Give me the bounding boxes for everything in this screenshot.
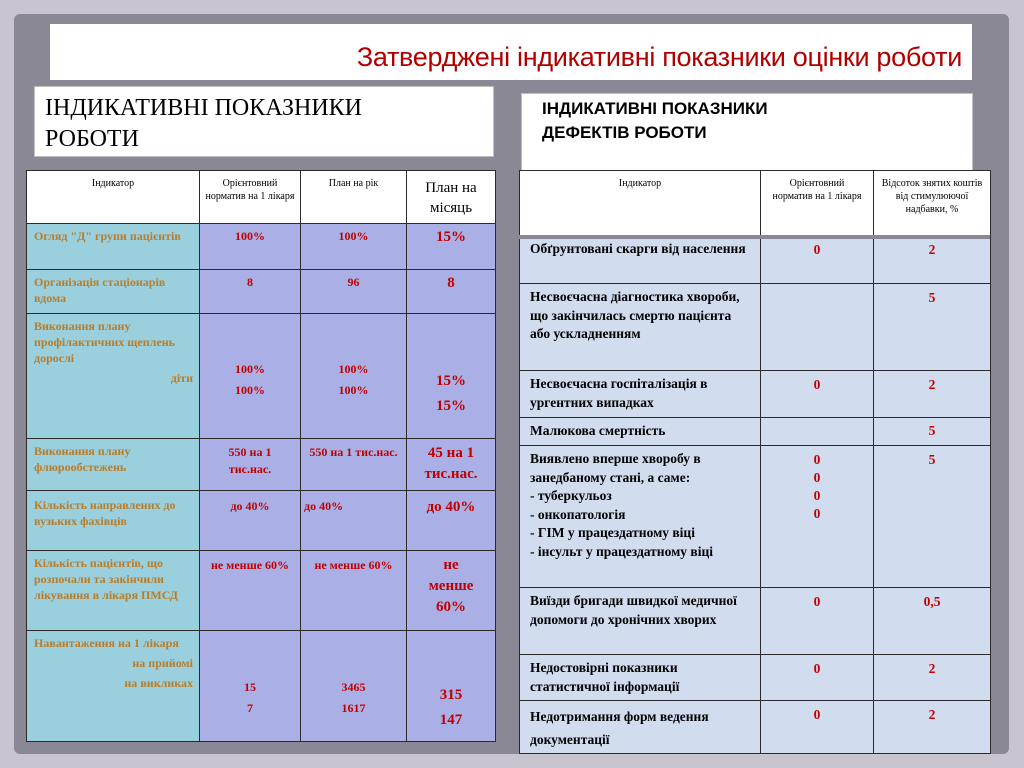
table-gap xyxy=(519,235,990,239)
row-indicator: Виконання плану флюрообстежень xyxy=(27,439,200,491)
row-plan-month: 15% 15% xyxy=(407,314,496,439)
row-plan-year: 3465 1617 xyxy=(301,631,407,742)
row-percent: 0,5 xyxy=(874,588,991,655)
row-norm: до 40% xyxy=(200,491,301,551)
table-row xyxy=(27,491,496,551)
header-indicator: Індикатор xyxy=(520,171,761,236)
row-indicator: Огляд "Д" групи пацієнтів xyxy=(27,224,200,270)
header-percent: Відсоток знятих коштів від стимулюючої надбавки, % xyxy=(874,171,991,236)
table-header-row xyxy=(27,171,496,224)
table-row xyxy=(520,371,991,418)
header-norm: Орієнтовний норматив на 1 лікаря xyxy=(761,171,874,236)
table-row xyxy=(27,551,496,631)
row-indicator: Організація стаціонарів вдома xyxy=(27,270,200,314)
table-row xyxy=(520,284,991,371)
row-plan-year: 100% xyxy=(301,224,407,270)
row-plan-year: 96 xyxy=(301,270,407,314)
row-percent: 2 xyxy=(874,655,991,701)
row-plan-year: 550 на 1 тис.нас. xyxy=(301,439,407,491)
row-percent: 2 xyxy=(874,371,991,418)
row-norm: 8 xyxy=(200,270,301,314)
row-indicator: Обґрунтовані скарги від населення xyxy=(520,236,761,284)
row-norm: 0 xyxy=(761,236,874,284)
row-indicator: Кількість направлених до вузьких фахівців xyxy=(27,491,200,551)
row-plan-month: 8 xyxy=(407,270,496,314)
row-norm: 15 7 xyxy=(200,631,301,742)
table-row xyxy=(520,701,991,754)
row-indicator: Виконання плану профілактичних щеплень дорослі діти xyxy=(27,314,200,439)
row-plan-month: 315 147 xyxy=(407,631,496,742)
header-norm: Орієнтовний норматив на 1 лікаря xyxy=(200,171,301,224)
row-norm: не менше 60% xyxy=(200,551,301,631)
row-plan-month: не менше 60% xyxy=(407,551,496,631)
row-norm: 0 xyxy=(761,371,874,418)
row-indicator: Малюкова смертність xyxy=(520,418,761,446)
row-plan-year: до 40% xyxy=(301,491,407,551)
table-row xyxy=(27,631,496,742)
table-row xyxy=(520,418,991,446)
table-row xyxy=(27,314,496,439)
header-indicator: Індикатор xyxy=(27,171,200,224)
indicators-table xyxy=(26,170,496,742)
row-indicator: Кількість пацієнтів, що розпочали та закінчили лікування в лікаря ПМСД xyxy=(27,551,200,631)
row-percent: 5 xyxy=(874,446,991,588)
row-indicator: Виявлено вперше хворобу в занедбаному стані, а саме: - туберкульоз - онкопатологія - ГІМ у працездатному віці - інсульт у працездатному віці xyxy=(520,446,761,588)
row-norm xyxy=(761,284,874,371)
table-row xyxy=(520,655,991,701)
row-plan-year: 100% 100% xyxy=(301,314,407,439)
row-indicator: Виїзди бригади швидкої медичної допомоги до хронічних хворих xyxy=(520,588,761,655)
table-row xyxy=(27,270,496,314)
row-percent: 5 xyxy=(874,284,991,371)
table-row xyxy=(520,446,991,588)
row-plan-year: не менше 60% xyxy=(301,551,407,631)
row-norm: 0 xyxy=(761,655,874,701)
row-percent: 2 xyxy=(874,236,991,284)
table-row xyxy=(520,588,991,655)
defects-table xyxy=(519,170,991,754)
row-indicator: Недостовірні показники статистичної інформації xyxy=(520,655,761,701)
slide-title: Затверджені індикативні показники оцінки роботи xyxy=(356,42,962,72)
row-percent: 5 xyxy=(874,418,991,446)
row-norm xyxy=(761,418,874,446)
row-indicator: Несвоєчасна госпіталізація в ургентних випадках xyxy=(520,371,761,418)
row-indicator: Недотримання форм ведення документації xyxy=(520,701,761,754)
row-norm: 100% xyxy=(200,224,301,270)
row-indicator: Несвоєчасна діагностика хвороби, що закінчилась смертю пацієнта або ускладненням xyxy=(520,284,761,371)
left-heading-box xyxy=(34,86,494,157)
row-norm: 550 на 1 тис.нас. xyxy=(200,439,301,491)
right-heading-box xyxy=(521,93,973,171)
table-row xyxy=(27,439,496,491)
left-heading: ІНДИКАТИВНІ ПОКАЗНИКИ РОБОТИ xyxy=(45,95,363,152)
row-indicator: Навантаження на 1 лікаря на прийомі на викликах xyxy=(27,631,200,742)
row-plan-month: 15% xyxy=(407,224,496,270)
header-plan-month: План на місяць xyxy=(407,171,496,224)
row-plan-month: 45 на 1 тис.нас. xyxy=(407,439,496,491)
title-band xyxy=(50,24,972,80)
table-row xyxy=(27,224,496,270)
row-norm: 0 xyxy=(761,701,874,754)
row-percent: 2 xyxy=(874,701,991,754)
table-header-row xyxy=(520,171,991,236)
row-norm: 0 0 0 0 xyxy=(761,446,874,588)
row-plan-month: до 40% xyxy=(407,491,496,551)
header-plan-year: План на рік xyxy=(301,171,407,224)
table-row xyxy=(520,236,991,284)
row-norm: 0 xyxy=(761,588,874,655)
right-heading: ІНДИКАТИВНІ ПОКАЗНИКИ ДЕФЕКТІВ РОБОТИ xyxy=(542,99,768,142)
row-norm: 100% 100% xyxy=(200,314,301,439)
